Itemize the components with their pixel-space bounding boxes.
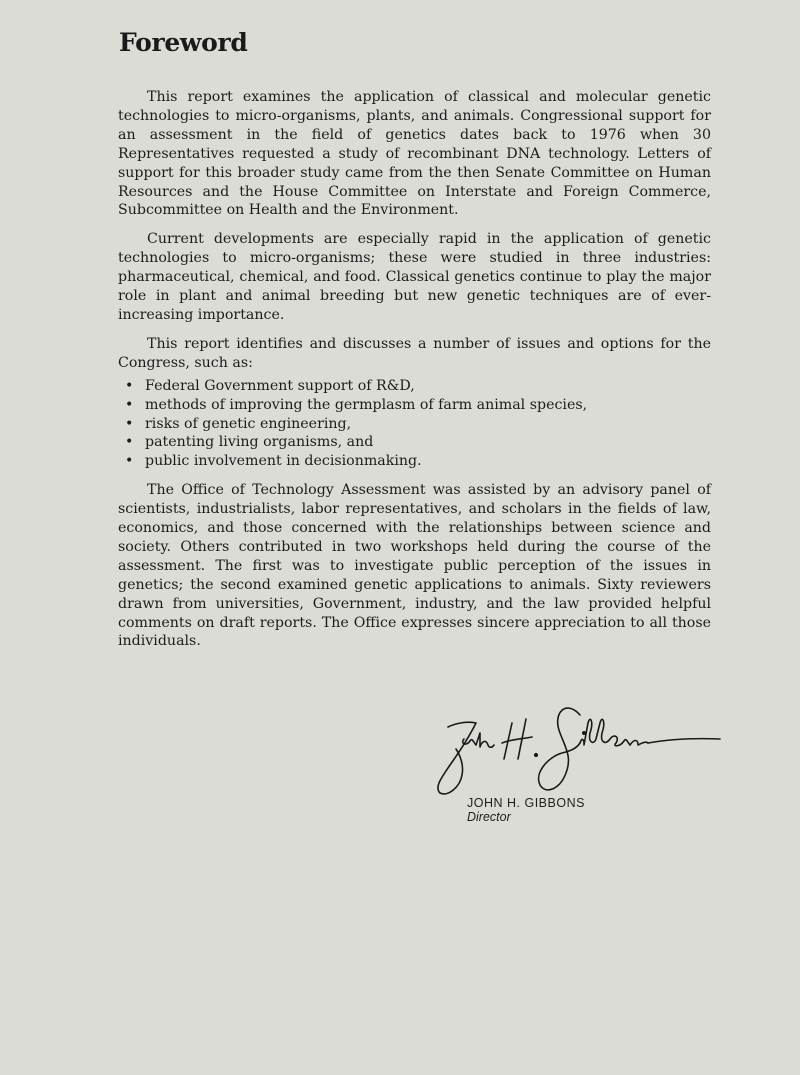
foreword-body [118, 88, 711, 661]
bullet-icon: • [125, 396, 134, 413]
bullet-icon: • [125, 415, 134, 432]
handwritten-signature-icon [420, 693, 750, 798]
list-item [125, 377, 711, 396]
list-item [125, 433, 711, 452]
page-title: Foreword [119, 28, 248, 57]
list-item-text: methods of improving the germplasm of farm animal species, [145, 396, 588, 413]
list-item-text: patenting living organisms, and [145, 434, 374, 451]
bullet-icon: • [125, 377, 134, 394]
list-item-text: Federal Government support of R&D, [145, 377, 415, 394]
paragraph-3: This report identifies and discusses a number of issues and options for the Congress, such as: [118, 335, 711, 371]
list-item [125, 452, 711, 471]
bullet-icon: • [125, 453, 134, 470]
signatory-title: Director [467, 810, 511, 824]
issues-list [118, 377, 711, 472]
list-item [125, 396, 711, 415]
signatory-name: JOHN H. GIBBONS [467, 796, 585, 810]
paragraph-2: Current developments are especially rapid in the application of genetic technologies to micro-organisms; these were studied in three industries: pharmaceutical, chemical, and food. Classical genetics continue to play the major role in plant and animal breeding but new genetic techniques are of ever-increasing importance. [118, 231, 711, 323]
paragraph-4: The Office of Technology Assessment was assisted by an advisory panel of scientists, industrialists, labor representatives, and scholars in the fields of law, economics, and those concerned with the relationships between science and society. Others contributed in two workshops held during the course of the assessment. The first was to investigate public perception of the issues in genetics; the second examined genetic applications to animals. Sixty reviewers drawn from universities, Government, industry, and the law provided helpful comments on draft reports. The Office expresses sincere appreciation to all those individuals. [118, 482, 711, 650]
bullet-icon: • [125, 434, 134, 451]
paragraph-1: This report examines the application of classical and molecular genetic technologies to micro-organisms, plants, and animals. Congressional support for an assessment in the field of genetics dates back to 1976 when 30 Representatives requested a study of recombinant DNA technology. Letters of support for this broader study came from the then Senate Committee on Human Resources and the House Committee on Interstate and Foreign Commerce, Subcommittee on Health and the Environment. [118, 89, 711, 219]
list-item [125, 415, 711, 434]
list-item-text: risks of genetic engineering, [145, 415, 352, 432]
list-item-text: public involvement in decisionmaking. [145, 453, 422, 470]
